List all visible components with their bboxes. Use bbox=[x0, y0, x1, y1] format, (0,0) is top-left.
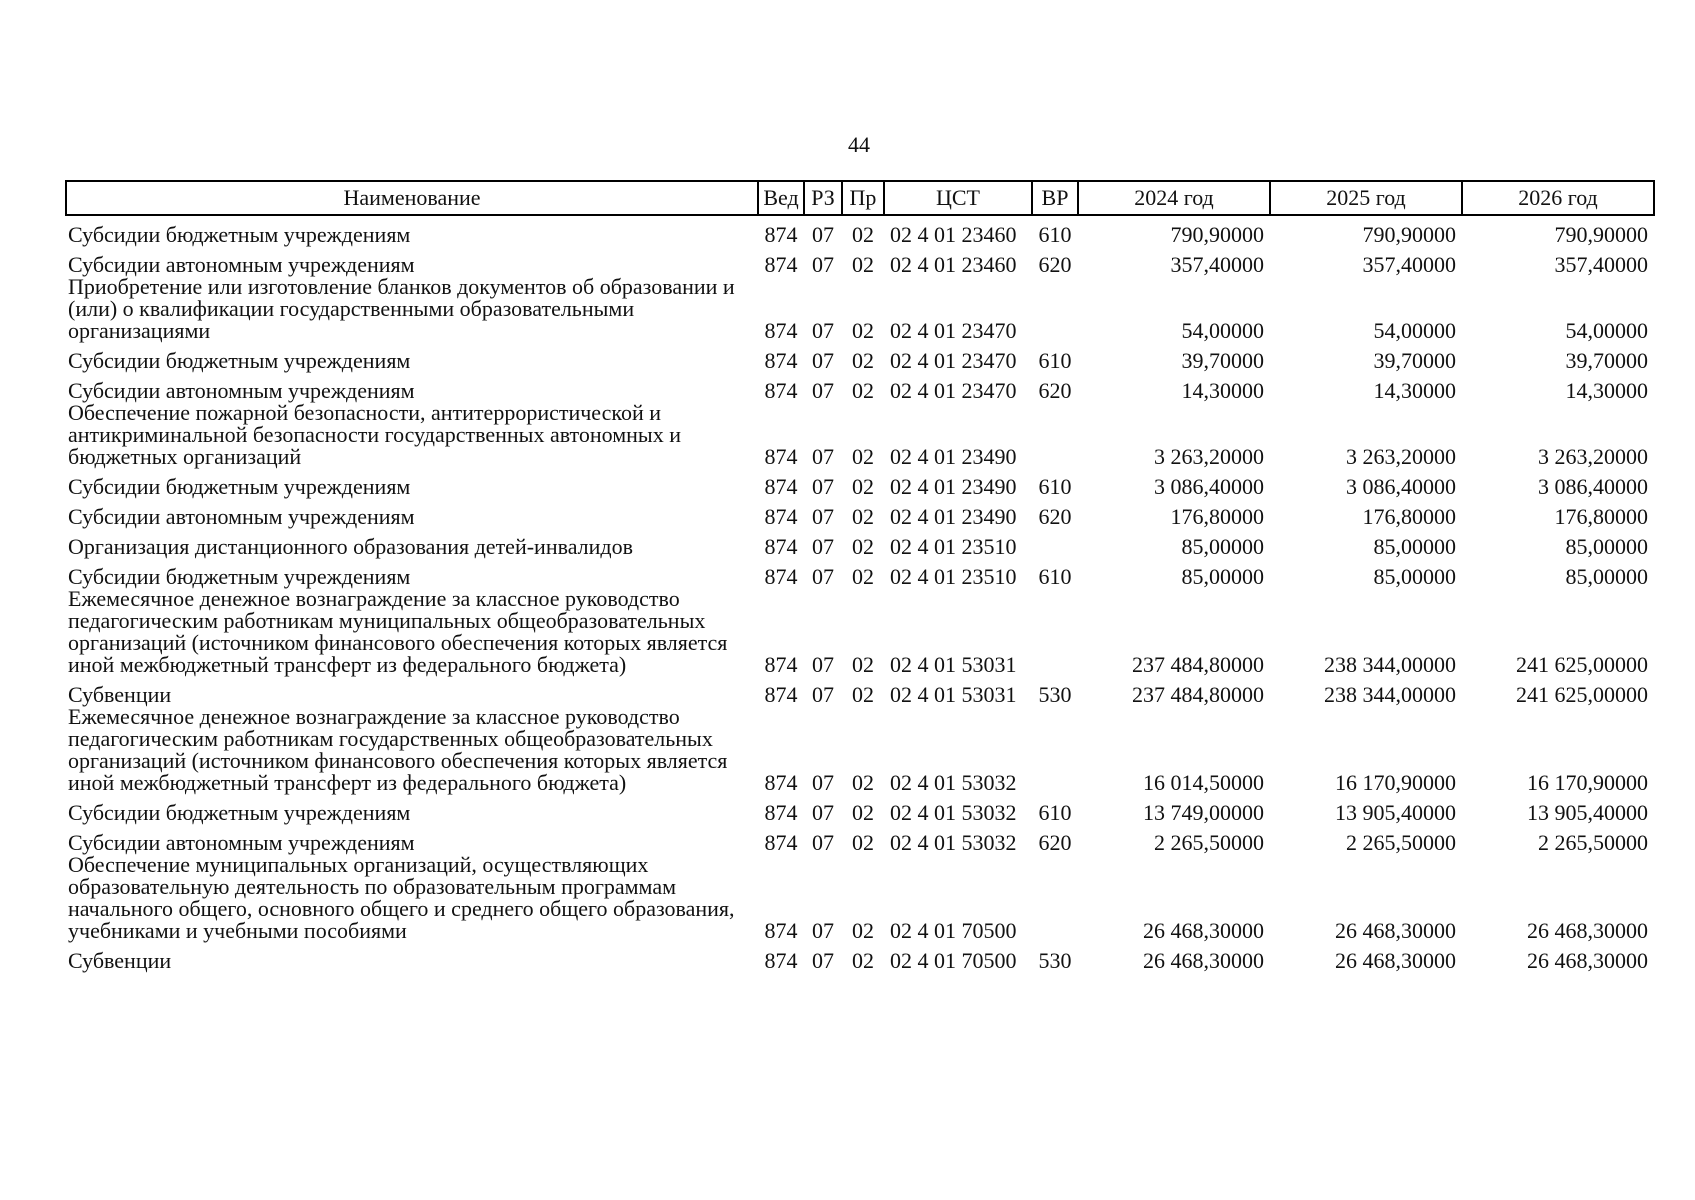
row-pr: 02 bbox=[852, 918, 874, 943]
row-amount-2025: 2 265,50000 bbox=[1346, 830, 1456, 855]
row-name: Субвенции bbox=[68, 948, 172, 973]
table-row bbox=[66, 824, 1654, 854]
row-amount-2026: 26 468,30000 bbox=[1527, 918, 1648, 943]
row-cst: 02 4 01 53031 bbox=[890, 682, 1017, 707]
row-amount-2024: 237 484,80000 bbox=[1132, 652, 1264, 677]
row-name: Субсидии бюджетным учреждениям bbox=[68, 564, 411, 589]
row-ved: 874 bbox=[764, 444, 798, 469]
row-vr: 620 bbox=[1038, 830, 1072, 855]
row-cst: 02 4 01 53032 bbox=[890, 830, 1017, 855]
table-header-row bbox=[66, 181, 1654, 215]
row-ved: 874 bbox=[764, 770, 798, 795]
row-vr: 610 bbox=[1038, 474, 1072, 499]
row-vr bbox=[1032, 528, 1078, 558]
row-amount-2024: 3 263,20000 bbox=[1154, 444, 1264, 469]
header-2024: 2024 год bbox=[1078, 181, 1270, 215]
table-row bbox=[66, 706, 1654, 794]
table-row bbox=[66, 372, 1654, 402]
header-pr: Пр bbox=[842, 181, 884, 215]
row-cst: 02 4 01 23510 bbox=[890, 534, 1017, 559]
row-vr: 610 bbox=[1038, 222, 1072, 247]
row-amount-2026: 241 625,00000 bbox=[1516, 652, 1648, 677]
row-amount-2025: 85,00000 bbox=[1373, 534, 1456, 559]
row-name: Организация дистанционного образования детей-инвалидов bbox=[68, 534, 633, 559]
table-row bbox=[66, 942, 1654, 972]
row-pr: 02 bbox=[852, 348, 874, 373]
row-rz: 07 bbox=[812, 474, 834, 499]
header-ved: Вед bbox=[758, 181, 804, 215]
budget-table bbox=[65, 180, 1655, 972]
row-rz: 07 bbox=[812, 378, 834, 403]
row-amount-2024: 14,30000 bbox=[1181, 378, 1264, 403]
row-amount-2024: 3 086,40000 bbox=[1154, 474, 1264, 499]
table-row bbox=[66, 588, 1654, 676]
row-rz: 07 bbox=[812, 504, 834, 529]
row-pr: 02 bbox=[852, 948, 874, 973]
row-pr: 02 bbox=[852, 682, 874, 707]
table-row bbox=[66, 342, 1654, 372]
row-rz: 07 bbox=[812, 222, 834, 247]
row-amount-2025: 54,00000 bbox=[1373, 318, 1456, 343]
row-vr: 610 bbox=[1038, 348, 1072, 373]
row-cst: 02 4 01 23490 bbox=[890, 474, 1017, 499]
row-amount-2025: 238 344,00000 bbox=[1324, 652, 1456, 677]
row-name: Субсидии бюджетным учреждениям bbox=[68, 474, 411, 499]
row-amount-2026: 241 625,00000 bbox=[1516, 682, 1648, 707]
table-row bbox=[66, 215, 1654, 246]
table-row bbox=[66, 528, 1654, 558]
row-rz: 07 bbox=[812, 444, 834, 469]
row-ved: 874 bbox=[764, 474, 798, 499]
header-rz: РЗ bbox=[804, 181, 842, 215]
row-amount-2026: 16 170,90000 bbox=[1527, 770, 1648, 795]
row-amount-2024: 2 265,50000 bbox=[1154, 830, 1264, 855]
row-amount-2024: 85,00000 bbox=[1181, 534, 1264, 559]
row-amount-2025: 13 905,40000 bbox=[1335, 800, 1456, 825]
row-rz: 07 bbox=[812, 770, 834, 795]
row-rz: 07 bbox=[812, 252, 834, 277]
row-cst: 02 4 01 23490 bbox=[890, 444, 1017, 469]
row-name: Ежемесячное денежное вознаграждение за классное руководство педагогическим работникам муниципальных общеобразовательных организаций (источником финансового обеспечения которых является иной межбюджетный трансферт из федерального бюджета) bbox=[68, 586, 728, 677]
row-name: Субсидии автономным учреждениям bbox=[68, 252, 415, 277]
row-amount-2026: 85,00000 bbox=[1565, 534, 1648, 559]
header-vr: ВР bbox=[1032, 181, 1078, 215]
row-name: Обеспечение муниципальных организаций, осуществляющих образовательную деятельность по образовательным программам начального общего, основного общего и среднего общего образования, учебниками и учебными пособиями bbox=[68, 852, 735, 943]
row-ved: 874 bbox=[764, 504, 798, 529]
row-cst: 02 4 01 23490 bbox=[890, 504, 1017, 529]
row-ved: 874 bbox=[764, 830, 798, 855]
row-amount-2025: 14,30000 bbox=[1373, 378, 1456, 403]
row-amount-2024: 790,90000 bbox=[1170, 222, 1264, 247]
row-ved: 874 bbox=[764, 564, 798, 589]
table-row bbox=[66, 402, 1654, 468]
row-vr bbox=[1032, 706, 1078, 794]
row-ved: 874 bbox=[764, 682, 798, 707]
row-pr: 02 bbox=[852, 534, 874, 559]
row-name: Субсидии бюджетным учреждениям bbox=[68, 800, 411, 825]
row-rz: 07 bbox=[812, 948, 834, 973]
row-cst: 02 4 01 23470 bbox=[890, 318, 1017, 343]
row-rz: 07 bbox=[812, 918, 834, 943]
row-cst: 02 4 01 23470 bbox=[890, 348, 1017, 373]
row-amount-2024: 357,40000 bbox=[1170, 252, 1264, 277]
row-vr bbox=[1032, 276, 1078, 342]
row-amount-2026: 54,00000 bbox=[1565, 318, 1648, 343]
row-name: Субсидии бюджетным учреждениям bbox=[68, 222, 411, 247]
row-amount-2025: 26 468,30000 bbox=[1335, 948, 1456, 973]
row-name: Субсидии бюджетным учреждениям bbox=[68, 348, 411, 373]
row-rz: 07 bbox=[812, 652, 834, 677]
row-pr: 02 bbox=[852, 474, 874, 499]
row-pr: 02 bbox=[852, 504, 874, 529]
table-row bbox=[66, 676, 1654, 706]
row-ved: 874 bbox=[764, 800, 798, 825]
header-name: Наименование bbox=[66, 181, 758, 215]
row-amount-2025: 790,90000 bbox=[1362, 222, 1456, 247]
row-cst: 02 4 01 23510 bbox=[890, 564, 1017, 589]
row-rz: 07 bbox=[812, 564, 834, 589]
row-vr bbox=[1032, 588, 1078, 676]
row-amount-2024: 16 014,50000 bbox=[1143, 770, 1264, 795]
row-cst: 02 4 01 53032 bbox=[890, 770, 1017, 795]
row-amount-2024: 237 484,80000 bbox=[1132, 682, 1264, 707]
row-ved: 874 bbox=[764, 222, 798, 247]
row-cst: 02 4 01 23460 bbox=[890, 222, 1017, 247]
row-pr: 02 bbox=[852, 800, 874, 825]
row-amount-2026: 85,00000 bbox=[1565, 564, 1648, 589]
row-pr: 02 bbox=[852, 222, 874, 247]
row-ved: 874 bbox=[764, 378, 798, 403]
row-vr: 620 bbox=[1038, 378, 1072, 403]
row-rz: 07 bbox=[812, 682, 834, 707]
row-name: Субвенции bbox=[68, 682, 172, 707]
row-cst: 02 4 01 23460 bbox=[890, 252, 1017, 277]
row-ved: 874 bbox=[764, 652, 798, 677]
row-amount-2026: 39,70000 bbox=[1565, 348, 1648, 373]
row-amount-2024: 26 468,30000 bbox=[1143, 918, 1264, 943]
row-vr: 610 bbox=[1038, 800, 1072, 825]
row-ved: 874 bbox=[764, 252, 798, 277]
table-row bbox=[66, 794, 1654, 824]
row-vr: 610 bbox=[1038, 564, 1072, 589]
row-amount-2025: 176,80000 bbox=[1362, 504, 1456, 529]
row-cst: 02 4 01 23470 bbox=[890, 378, 1017, 403]
row-amount-2025: 26 468,30000 bbox=[1335, 918, 1456, 943]
page-number: 44 bbox=[848, 132, 870, 157]
row-amount-2025: 3 086,40000 bbox=[1346, 474, 1456, 499]
row-name: Приобретение или изготовление бланков документов об образовании и (или) о квалификации государственными образовательными организациями bbox=[68, 274, 735, 343]
header-2026: 2026 год bbox=[1462, 181, 1654, 215]
row-amount-2025: 39,70000 bbox=[1373, 348, 1456, 373]
row-ved: 874 bbox=[764, 918, 798, 943]
row-amount-2026: 13 905,40000 bbox=[1527, 800, 1648, 825]
row-vr: 620 bbox=[1038, 504, 1072, 529]
row-name: Субсидии автономным учреждениям bbox=[68, 504, 415, 529]
row-pr: 02 bbox=[852, 564, 874, 589]
row-name: Ежемесячное денежное вознаграждение за классное руководство педагогическим работникам государственных общеобразовательных организаций (источником финансового обеспечения которых является иной межбюджетный трансферт из федерального бюджета) bbox=[68, 704, 728, 795]
header-2025: 2025 год bbox=[1270, 181, 1462, 215]
row-rz: 07 bbox=[812, 534, 834, 559]
row-name: Субсидии автономным учреждениям bbox=[68, 830, 415, 855]
row-ved: 874 bbox=[764, 348, 798, 373]
row-amount-2026: 176,80000 bbox=[1554, 504, 1648, 529]
row-rz: 07 bbox=[812, 318, 834, 343]
row-vr: 620 bbox=[1038, 252, 1072, 277]
row-amount-2026: 3 263,20000 bbox=[1538, 444, 1648, 469]
row-amount-2026: 790,90000 bbox=[1554, 222, 1648, 247]
table-body bbox=[66, 215, 1654, 972]
row-amount-2024: 39,70000 bbox=[1181, 348, 1264, 373]
row-pr: 02 bbox=[852, 444, 874, 469]
row-amount-2024: 85,00000 bbox=[1181, 564, 1264, 589]
row-amount-2025: 238 344,00000 bbox=[1324, 682, 1456, 707]
row-amount-2026: 14,30000 bbox=[1565, 378, 1648, 403]
row-amount-2026: 26 468,30000 bbox=[1527, 948, 1648, 973]
row-name: Обеспечение пожарной безопасности, антитеррористической и антикриминальной безопасности государственных автономных и бюджетных организаций bbox=[68, 400, 681, 469]
row-pr: 02 bbox=[852, 652, 874, 677]
table-row bbox=[66, 468, 1654, 498]
row-pr: 02 bbox=[852, 318, 874, 343]
row-amount-2026: 357,40000 bbox=[1554, 252, 1648, 277]
row-cst: 02 4 01 70500 bbox=[890, 948, 1017, 973]
row-amount-2024: 54,00000 bbox=[1181, 318, 1264, 343]
table-row bbox=[66, 276, 1654, 342]
row-cst: 02 4 01 53032 bbox=[890, 800, 1017, 825]
row-amount-2026: 3 086,40000 bbox=[1538, 474, 1648, 499]
row-amount-2024: 13 749,00000 bbox=[1143, 800, 1264, 825]
row-pr: 02 bbox=[852, 770, 874, 795]
table-row bbox=[66, 246, 1654, 276]
row-ved: 874 bbox=[764, 534, 798, 559]
row-cst: 02 4 01 70500 bbox=[890, 918, 1017, 943]
row-pr: 02 bbox=[852, 830, 874, 855]
row-pr: 02 bbox=[852, 252, 874, 277]
row-rz: 07 bbox=[812, 830, 834, 855]
table-row bbox=[66, 558, 1654, 588]
row-vr: 530 bbox=[1038, 682, 1072, 707]
row-amount-2025: 85,00000 bbox=[1373, 564, 1456, 589]
row-amount-2025: 357,40000 bbox=[1362, 252, 1456, 277]
row-amount-2025: 16 170,90000 bbox=[1335, 770, 1456, 795]
row-vr bbox=[1032, 402, 1078, 468]
row-amount-2024: 26 468,30000 bbox=[1143, 948, 1264, 973]
row-vr bbox=[1032, 854, 1078, 942]
row-vr: 530 bbox=[1038, 948, 1072, 973]
row-amount-2025: 3 263,20000 bbox=[1346, 444, 1456, 469]
row-rz: 07 bbox=[812, 348, 834, 373]
row-amount-2026: 2 265,50000 bbox=[1538, 830, 1648, 855]
table-row bbox=[66, 854, 1654, 942]
row-ved: 874 bbox=[764, 318, 798, 343]
row-pr: 02 bbox=[852, 378, 874, 403]
row-ved: 874 bbox=[764, 948, 798, 973]
table-row bbox=[66, 498, 1654, 528]
row-amount-2024: 176,80000 bbox=[1170, 504, 1264, 529]
header-cst: ЦСТ bbox=[884, 181, 1032, 215]
row-cst: 02 4 01 53031 bbox=[890, 652, 1017, 677]
row-rz: 07 bbox=[812, 800, 834, 825]
row-name: Субсидии автономным учреждениям bbox=[68, 378, 415, 403]
